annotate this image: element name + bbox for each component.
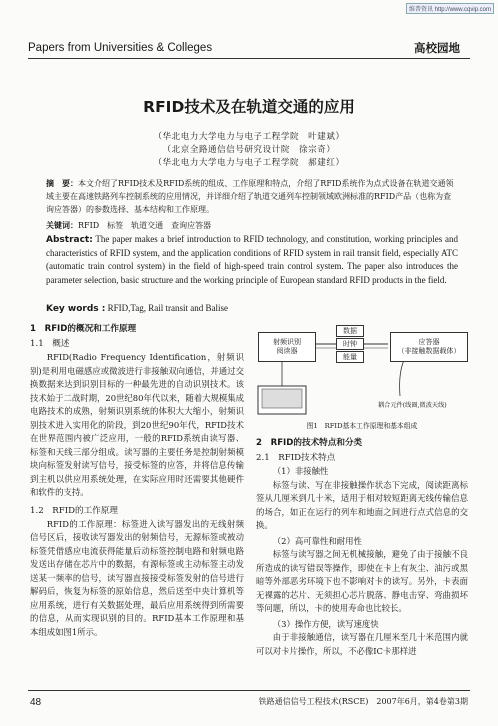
keywords-cn-label: 关键词： (46, 221, 78, 230)
abstract-en-text: The paper makes a brief introduction to RFID technology, and constitution, working principles and characteristics of RFID system, and the application conditions of RFID system in rail transit field, especially ATC (automatic train control system) in the field of high-speed train control system. The paper also introduces the parameter selection, basic structure and the working principle of European standard RFID products in the field. (46, 234, 458, 285)
keywords-en-label: Key words : (46, 304, 106, 314)
abstract-cn (46, 177, 458, 216)
item-1-heading: （1）非接触性 (272, 466, 329, 476)
keywords-en-text: RFID,Tag, Rail transit and Balise (107, 303, 228, 313)
paragraph-speed: 由于非接触通信，读写器在几厘米至几十米范围内就可以对卡片操作，所以，不必像IC卡那样进 (256, 632, 468, 656)
paragraph-contactless: 标签与读、写在非接触操作状态下完成，阅读距离标签从几厘米到几十米，适用于相对较短距离无线传输信息的场合，如正在运行的列车和地面之间进行点式信息的交换。 (256, 479, 468, 530)
author-2: （北京全路通信信号研究设计院 徐宗奇） (162, 145, 336, 155)
figure-1-caption: 图1 RFID基本工作原理和基本组成 (306, 422, 418, 430)
section-1-heading: 1 RFID的概况和工作原理 (30, 324, 137, 334)
data-label: 数据 (336, 325, 364, 337)
paragraph-principle: RFID的工作原理：标签进入读写器发出的无线射频信号区后，接收读写器发出的射频信号，无源标签或被动标签凭借感应电流获得能量后动标签控制电路和射频电路发送出存储在芯片中的数据，有源标签或主动标签主动发送某一频率的信号，读写器直接接受标签发射的信号进行解码后，恢复为标签的原始信息，然后送至中央计算机等应用系统，进行有关数据处理，最后应用系统得到所需要的信息，从而实现识别的目的。RFID基本工作原理和基本组成如图1所示。 (30, 518, 244, 637)
paragraph-reliability: 标签与读写器之间无机械接触，避免了由于接触不良所造成的读写错误等操作，即使在卡上有灰尘、油污或黑暗等外部恶劣环境下也不影响对卡的读写。另外，卡表面无裸露的芯片、无须担心芯片脱落、静电击穿、弯曲损坏等问题，所以，卡的使用寿命也比较长。 (256, 549, 468, 613)
abstract-cn-label: 摘 要： (46, 179, 78, 188)
left-column (30, 322, 244, 639)
right-column (256, 436, 468, 658)
paper-title: RFID技术及在轨道交通的应用 (143, 98, 355, 116)
figure-1 (256, 322, 468, 417)
section-2-heading: 2 RFID的技术特点和分类 (256, 438, 363, 448)
running-header-right: 高校园地 (414, 41, 460, 55)
transponder-box: 应答器 （非接触数据载体） (390, 332, 468, 362)
section-1-1-heading: 1.1 概述 (30, 339, 70, 349)
coupling-label: 耦合元件(线圈,微波天线) (378, 402, 447, 409)
journal-footer: 铁路通信信号工程技术(RSCE) 2007年6月，第4卷第3期 (258, 697, 468, 706)
item-2-heading: （2）高可靠性和耐用性 (272, 535, 362, 546)
rf-reader-box: 射频识别 阅读器 (258, 332, 316, 362)
coupling-pointer (400, 356, 406, 396)
abstract-en-label: Abstract: (46, 235, 93, 245)
keywords-en (46, 302, 458, 316)
author-1: （华北电力大学电力与电子工程学院 叶建斌） (153, 132, 345, 142)
monitor-screen (262, 389, 302, 408)
page-number: 48 (30, 697, 42, 708)
header-rule (28, 58, 470, 59)
section-1-2-heading: 1.2 RFID的工作原理 (30, 505, 118, 516)
clock-label: 时钟 (336, 338, 364, 350)
energy-label: 能量 (336, 351, 364, 363)
running-header-left: Papers from Universities & Colleges (28, 42, 213, 54)
paragraph-overview: RFID(Radio Frequency Identification，射频识别)是利用电磁感应或微波进行非接触双向通信，并通过交换数据来达到识别目标的一种最先进的自动识别技术。该技术始于二战时期，20世纪80年代以来，随着大规模集成电路技术的成熟，射频识别系统的体积大大缩小，射频识别技术进入实用化的阶段，到20世纪90年代，RFID技术在世界范围内被广泛应用，一般的RFID系统由读写器、标签和天线三部分组成。读写器的主要任务是控制射频模块向标签发射读写信号，接受标签的应答，并将信息传输到主机以供应用系统处理，在实际应用时还需要其他硬件和软件的支持。 (30, 352, 244, 497)
source-watermark: 维普资讯 http://www.cqvip.com (406, 3, 494, 14)
author-3: （华北电力大学电力与电子工程学院 郝建红） (153, 158, 345, 168)
item-3-heading: （3）操作方便，读写速度快 (272, 618, 379, 629)
footer-rule (28, 690, 470, 691)
abstract-en (46, 233, 458, 287)
keywords-cn (46, 219, 458, 232)
abstract-cn-text: 本文介绍了RFID技术及RFID系统的组成、工作原理和特点，介绍了RFID系统作为点式设备在轨道交通领域主要在高速铁路列车控制系统的应用情况，并详细介绍了轨道交通列车控制领域欧洲标准的RFID产品（也称为查询应答器）的参数选择、基本结构和工作原理。 (46, 179, 454, 214)
section-2-1-heading: 2.1 RFID技术特点 (256, 453, 336, 463)
keywords-cn-text: RFID 标签 轨道交通 查询应答器 (78, 221, 212, 230)
